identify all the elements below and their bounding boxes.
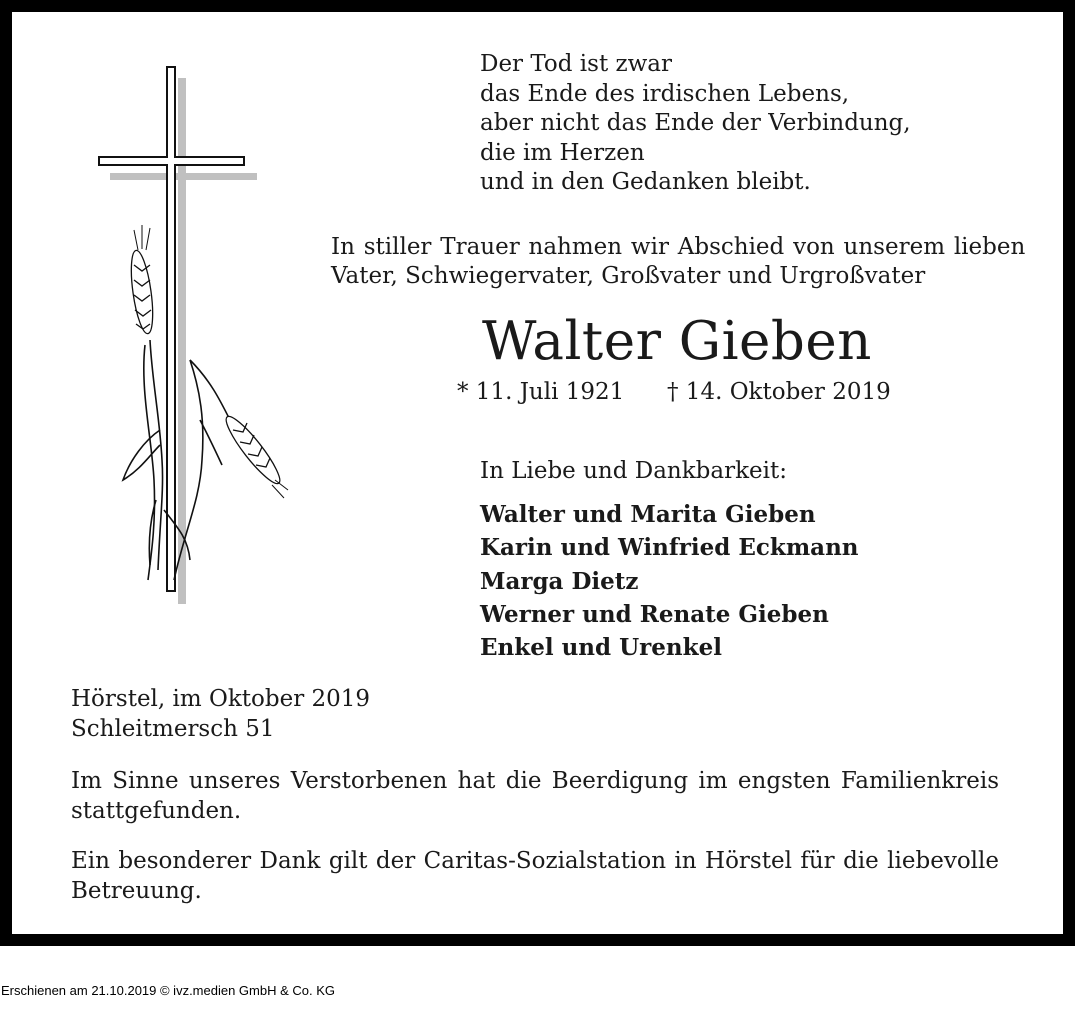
mourners-label: In Liebe und Dankbarkeit:	[480, 458, 787, 484]
death-date: † 14. Oktober 2019	[667, 379, 891, 405]
memorial-poem	[480, 50, 911, 198]
publication-footer: Erschienen am 21.10.2019 © ivz.medien GmbH & Co. KG	[1, 983, 336, 998]
mourner-name: Karin und Winfried Eckmann	[480, 534, 859, 562]
mourner-name: Werner und Renate Gieben	[480, 600, 829, 628]
mourner-name: Marga Dietz	[480, 567, 639, 595]
mourning-intro	[331, 233, 1026, 291]
address: Schleitmersch 51	[71, 715, 275, 742]
poem-line: aber nicht das Ende der Verbindung,	[480, 110, 911, 136]
mourner-name: Walter und Marita Gieben	[480, 501, 816, 528]
cross-with-wheat-icon	[90, 60, 290, 624]
intro-line: In stiller Trauer nahmen wir Abschied von unserem lieben	[331, 234, 1026, 260]
city-date: Hörstel, im Oktober 2019	[71, 686, 371, 712]
mourners-list	[480, 498, 859, 664]
deceased-name: Walter Gieben	[482, 311, 872, 372]
poem-line: und in den Gedanken bleibt.	[480, 169, 811, 195]
birth-date: * 11. Juli 1921	[457, 379, 625, 405]
funeral-note: Im Sinne unseres Verstorbenen hat die Beerdigung im engsten Familienkreis stattgefunden.	[71, 768, 999, 824]
poem-line: Der Tod ist zwar	[480, 51, 673, 77]
intro-line: Vater, Schwiegervater, Großvater und Urgroßvater	[331, 263, 926, 289]
poem-line: das Ende des irdischen Lebens,	[480, 80, 850, 107]
mourner-name: Enkel und Urenkel	[480, 634, 722, 662]
thanks-note: Ein besonderer Dank gilt der Caritas-Sozialstation in Hörstel für die liebevolle Betreuung.	[71, 848, 999, 904]
poem-line: die im Herzen	[480, 139, 645, 166]
place-block	[71, 685, 370, 744]
